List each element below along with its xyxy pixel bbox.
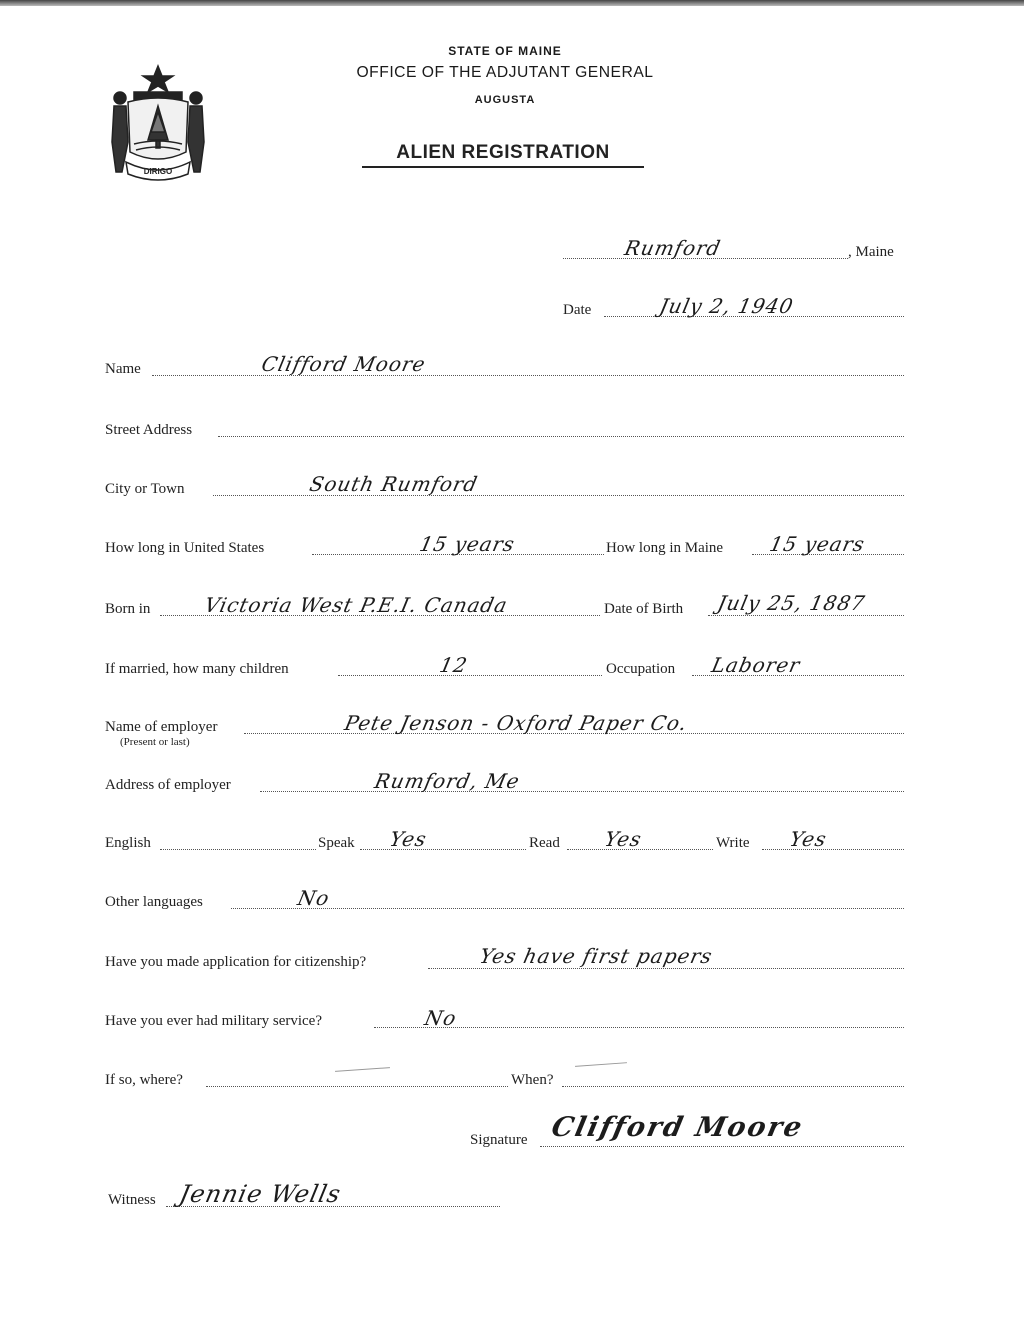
- children-line: [338, 675, 602, 676]
- speak-value[interactable]: Yes: [387, 827, 430, 851]
- speak-label: Speak: [318, 835, 355, 851]
- name-label: Name: [105, 361, 141, 377]
- employer-label: Name of employer: [105, 719, 218, 735]
- children-label: If married, how many children: [105, 661, 289, 677]
- speak-line: [360, 849, 526, 850]
- state-heading: STATE OF MAINE: [448, 44, 562, 58]
- seal-motto: DIRIGO: [143, 167, 173, 176]
- maine-state-seal-icon: [104, 62, 212, 182]
- where-label: If so, where?: [105, 1072, 183, 1088]
- military-label: Have you ever had military service?: [105, 1013, 322, 1029]
- when-line: [562, 1086, 904, 1087]
- maine-years-value[interactable]: 15 years: [767, 532, 868, 556]
- date-label: Date: [563, 302, 592, 318]
- stray-pencil-mark: [575, 1062, 627, 1067]
- city-heading: AUGUSTA: [474, 94, 536, 106]
- dob-line: [708, 615, 904, 616]
- place-value[interactable]: Rumford: [622, 236, 724, 260]
- maine-years-label: How long in Maine: [606, 540, 724, 556]
- witness-value[interactable]: Jennie Wells: [177, 1180, 344, 1208]
- signature-line: [540, 1146, 904, 1147]
- employer-sublabel: (Present or last): [120, 736, 190, 748]
- stray-pencil-mark: [335, 1067, 390, 1072]
- read-value[interactable]: Yes: [602, 827, 645, 851]
- employer-value[interactable]: Pete Jenson - Oxford Paper Co.: [342, 711, 690, 735]
- street-line: [218, 436, 904, 437]
- read-line: [567, 849, 713, 850]
- citizenship-label: Have you made application for citizenship?: [105, 954, 367, 970]
- write-line: [762, 849, 904, 850]
- other-languages-label: Other languages: [105, 894, 203, 910]
- write-value[interactable]: Yes: [787, 827, 830, 851]
- name-value[interactable]: Clifford Moore: [259, 352, 429, 376]
- maine-label: , Maine: [848, 244, 894, 260]
- english-label: English: [105, 835, 151, 851]
- employer-address-label: Address of employer: [105, 777, 231, 793]
- dob-label: Date of Birth: [604, 601, 684, 617]
- when-label: When?: [511, 1072, 554, 1088]
- signature-label: Signature: [470, 1132, 528, 1148]
- us-years-value[interactable]: 15 years: [417, 532, 518, 556]
- witness-label: Witness: [108, 1192, 156, 1208]
- occupation-value[interactable]: Laborer: [709, 653, 803, 677]
- born-value[interactable]: Victoria West P.E.I. Canada: [202, 593, 511, 617]
- read-label: Read: [529, 835, 560, 851]
- employer-address-value[interactable]: Rumford, Me: [372, 769, 523, 793]
- write-label: Write: [716, 835, 750, 851]
- city-value[interactable]: South Rumford: [307, 472, 481, 496]
- military-value[interactable]: No: [422, 1006, 460, 1030]
- us-years-label: How long in United States: [105, 540, 265, 556]
- children-value[interactable]: 12: [437, 653, 471, 677]
- other-languages-value[interactable]: No: [295, 886, 333, 910]
- date-value[interactable]: July 2, 1940: [657, 294, 796, 318]
- city-label: City or Town: [105, 481, 185, 497]
- signature-value[interactable]: Clifford Moore: [548, 1112, 807, 1143]
- born-label: Born in: [105, 601, 151, 617]
- scan-border: [0, 0, 1024, 6]
- where-line: [206, 1086, 508, 1087]
- other-languages-line: [231, 908, 904, 909]
- street-label: Street Address: [105, 422, 193, 438]
- occupation-label: Occupation: [606, 661, 676, 677]
- form-title: ALIEN REGISTRATION: [362, 142, 644, 168]
- office-heading: OFFICE OF THE ADJUTANT GENERAL: [356, 64, 654, 81]
- dob-value[interactable]: July 25, 1887: [715, 591, 868, 615]
- citizenship-value[interactable]: Yes have first papers: [477, 944, 715, 968]
- employer-address-line: [260, 791, 904, 792]
- english-line: [160, 849, 316, 850]
- citizenship-line: [428, 968, 904, 969]
